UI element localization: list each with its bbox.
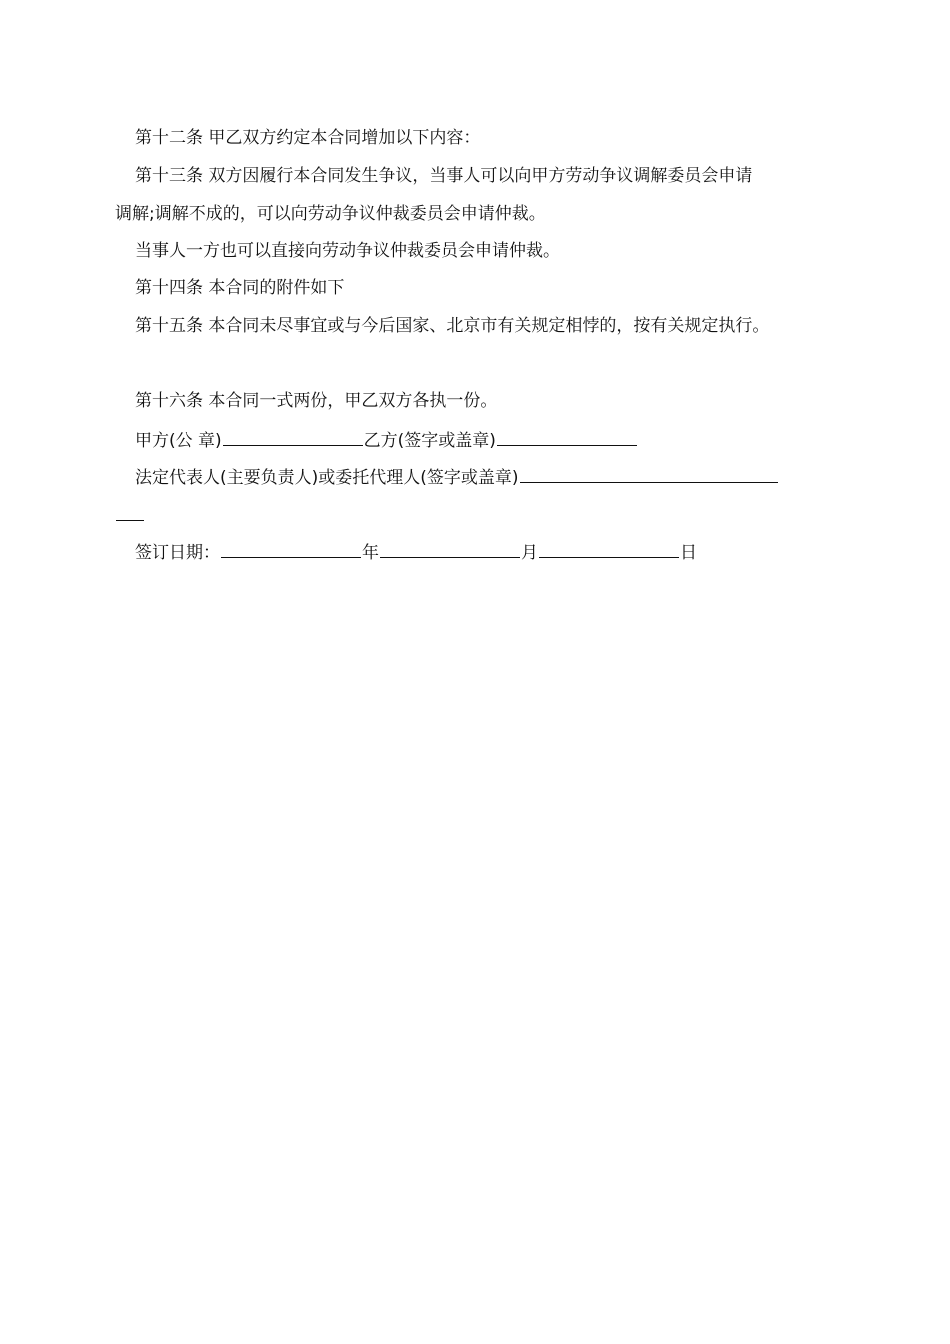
legal-rep-signature-blank[interactable] [520,464,778,483]
article-14: 第十四条 本合同的附件如下 [135,278,345,298]
article-13-line-1: 第十三条 双方因履行本合同发生争议，当事人可以向甲方劳动争议调解委员会申请 [135,166,753,186]
year-label: 年 [362,543,379,563]
party-signature-line [135,427,638,453]
month-blank[interactable] [380,539,520,558]
day-blank[interactable] [539,539,679,558]
article-16: 第十六条 本合同一式两份，甲乙双方各执一份。 [135,391,498,411]
article-13-line-2: 调解;调解不成的，可以向劳动争议仲裁委员会申请仲裁。 [115,204,546,224]
party-b-signature-blank[interactable] [497,427,637,446]
article-15: 第十五条 本合同未尽事宜或与今后国家、北京市有关规定相悖的，按有关规定执行。 [135,316,770,336]
year-blank[interactable] [221,539,361,558]
signing-date-line [135,539,697,565]
month-label: 月 [521,543,538,563]
legal-representative-line [135,464,779,490]
article-13-line-3: 当事人一方也可以直接向劳动争议仲裁委员会申请仲裁。 [135,241,560,261]
sign-date-label: 签订日期： [135,543,220,563]
legal-rep-label: 法定代表人(主要负责人)或委托代理人(签字或盖章) [135,468,519,488]
day-label: 日 [680,543,697,563]
party-a-signature-blank[interactable] [223,427,363,446]
legal-representative-line-continuation [115,502,145,528]
party-b-label: 乙方(签字或盖章) [363,431,496,451]
party-a-label: 甲方(公 章) [135,431,222,451]
article-12: 第十二条 甲乙双方约定本合同增加以下内容： [135,128,481,148]
legal-rep-signature-blank-continuation[interactable] [116,502,144,521]
